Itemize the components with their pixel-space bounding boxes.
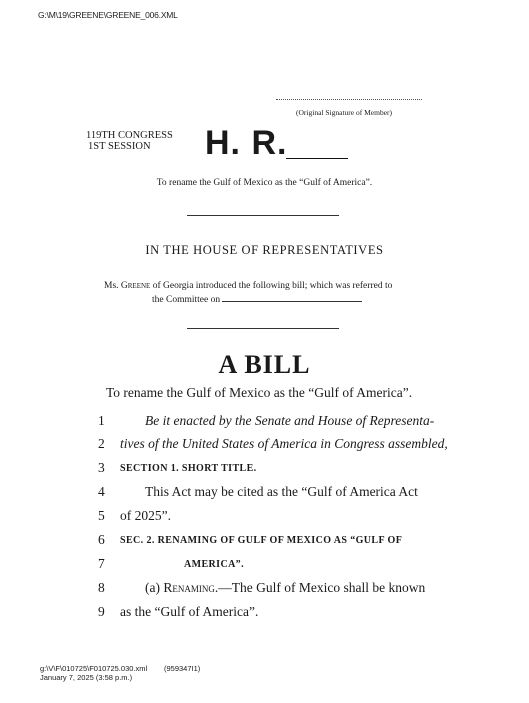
section-heading: AMERICA”. (184, 559, 244, 570)
divider-rule (187, 215, 339, 216)
session-number: 1ST SESSION (88, 141, 151, 152)
footer-date: January 7, 2025 (3:58 p.m.) (40, 673, 133, 682)
line-number: 1 (98, 413, 105, 428)
committee-prefix: the Committee on (152, 295, 221, 305)
sponsor-prefix: Ms. (104, 281, 121, 291)
subsection-prefix: (a) (145, 580, 164, 595)
subsection-text: —The Gulf of Mexico shall be known (218, 580, 426, 595)
line-number: 7 (98, 556, 105, 571)
section-heading: SECTION 1. SHORT TITLE. (120, 463, 257, 474)
enacting-clause-line: Be it enacted by the Senate and House of Representa- (145, 413, 435, 428)
introduction-text: of Georgia introduced the following bill; which was referred to (150, 281, 393, 291)
line-number: 8 (98, 580, 105, 595)
enacting-clause-line: tives of the United States of America in Congress assembled, (120, 436, 448, 451)
bill-designation: H. R. (205, 124, 288, 162)
committee-blank (222, 293, 362, 302)
line-number: 9 (98, 604, 105, 619)
bill-text-line: This Act may be cited as the “Gulf of America Act (145, 484, 418, 499)
signature-label: (Original Signature of Member) (296, 108, 393, 117)
congress-number: 119TH CONGRESS (86, 130, 173, 141)
bill-text-line: of 2025”. (120, 508, 171, 523)
introduction-paragraph (104, 280, 434, 307)
bill-number-blank (286, 158, 348, 159)
congress-session-block (86, 130, 173, 152)
subsection-heading: Renaming. (163, 580, 219, 595)
footer-doc-id: (959347I1) (164, 664, 201, 673)
file-path: G:\M\19\GREENE\GREENE_006.XML (38, 10, 178, 20)
line-number: 4 (98, 484, 105, 499)
signature-line (276, 99, 422, 100)
bill-purpose: To rename the Gulf of Mexico as the “Gulf of America”. (106, 385, 413, 400)
section-heading: SEC. 2. RENAMING OF GULF OF MEXICO AS “GULF OF (120, 535, 403, 546)
bill-text-line (145, 580, 425, 596)
line-number: 2 (98, 436, 105, 451)
line-number: 6 (98, 532, 105, 547)
divider-rule (187, 328, 339, 329)
line-number: 3 (98, 460, 105, 475)
footer-file-path: g:\V\F\010725\F010725.030.xml (40, 664, 148, 673)
sponsor-name: Greene (120, 281, 151, 291)
bill-heading: A BILL (218, 350, 311, 379)
title-purpose: To rename the Gulf of Mexico as the “Gulf of America”. (156, 178, 373, 188)
line-number: 5 (98, 508, 105, 523)
chamber-heading: IN THE HOUSE OF REPRESENTATIVES (145, 243, 384, 257)
bill-text-line: as the “Gulf of America”. (120, 604, 259, 619)
